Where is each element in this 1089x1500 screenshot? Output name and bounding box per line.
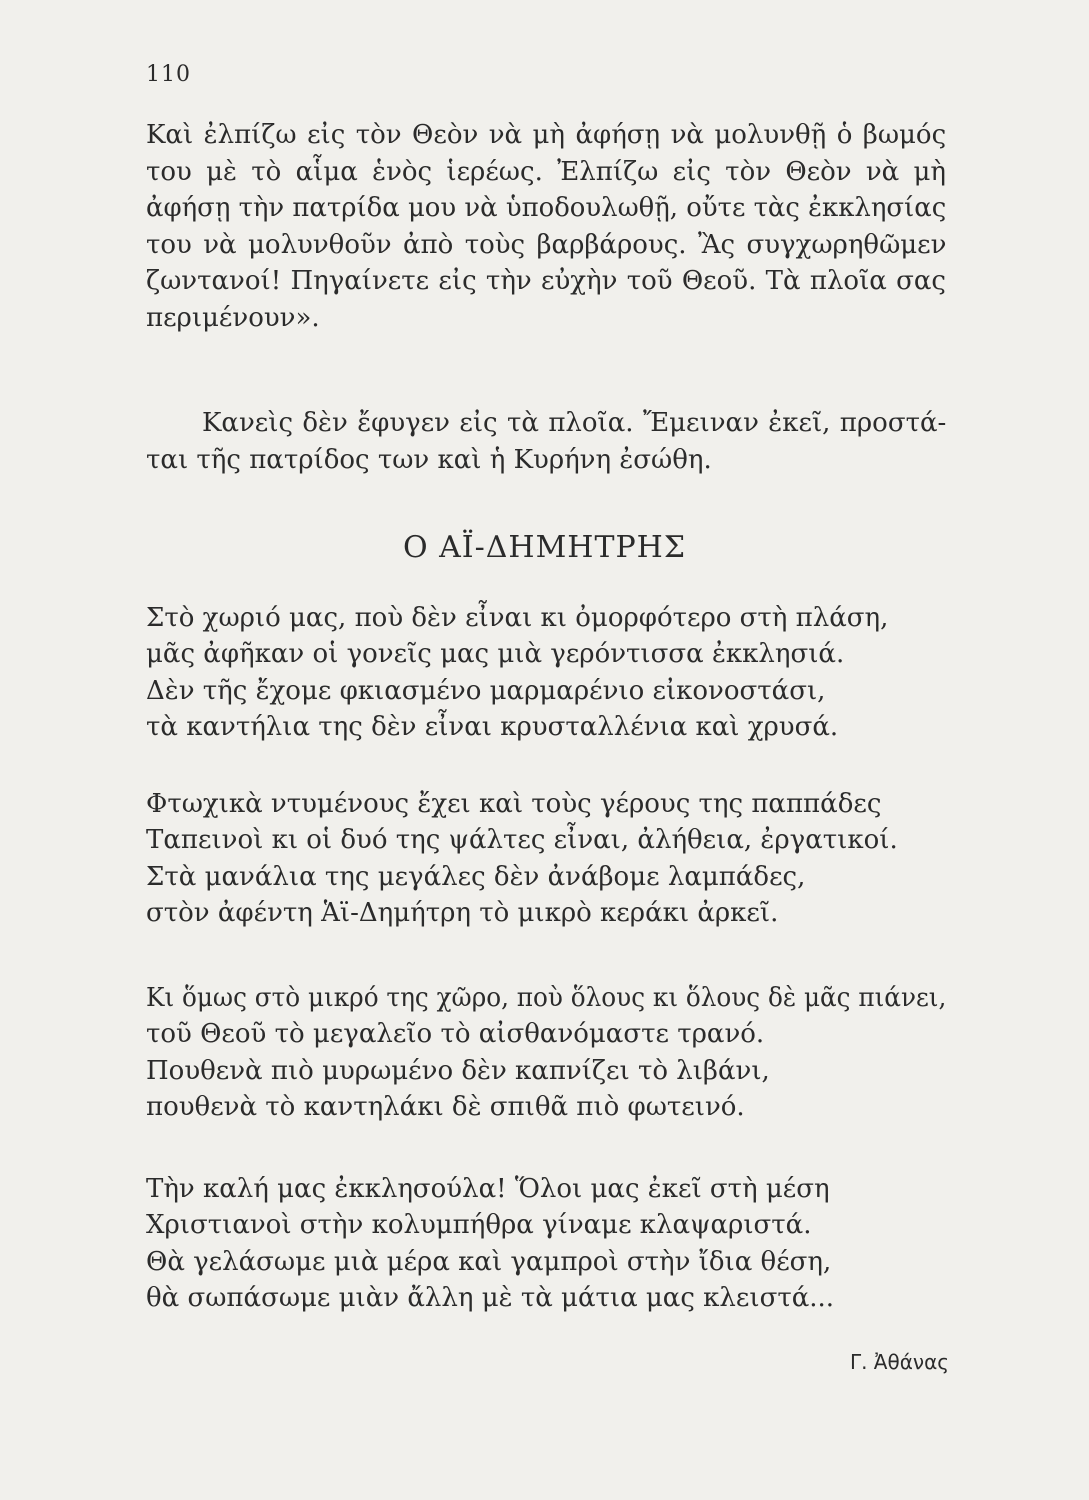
poem-line: πουθενὰ τὸ καντηλάκι δὲ σπιθᾶ πιὸ φωτεινό. (146, 1091, 745, 1122)
poem-line: Στὰ μανάλια της μεγάλες δὲν ἀνάβομε λαμπάδες, (146, 861, 806, 892)
poem-line: Χριστιανοὶ στὴν κολυμπήθρα γίναμε κλαψαριστά. (146, 1210, 812, 1241)
paragraph-1 (146, 117, 946, 336)
poem-line: τὰ καντήλια της δὲν εἶναι κρυσταλλένια καὶ χρυσά. (146, 711, 839, 742)
poem-line: Στὸ χωριό μας, ποὺ δὲν εἶναι κι ὀμορφότερο στὴ πλάση, (146, 603, 889, 633)
poem-line: Τὴν καλή μας ἐκκλησούλα! Ὅλοι μας ἐκεῖ στὴ μέση (146, 1174, 830, 1204)
poem-stanza-1 (146, 600, 946, 745)
text-line: Κανεὶς δὲν ἔφυγεν εἰς τὰ πλοῖα. Ἔμειναν ἐκεῖ, προστά- (202, 408, 947, 438)
poem-stanza-4 (146, 1171, 946, 1316)
text-line: του μὲ τὸ αἷμα ἑνὸς ἱερέως. Ἐλπίζω εἰς τὸν Θεὸν νὰ μὴ (146, 156, 946, 187)
poem-line: θὰ σωπάσωμε μιὰν ἄλλη μὲ τὰ μάτια μας κλειστά... (146, 1282, 835, 1313)
poem-line: Δὲν τῆς ἔχομε φκιασμένο μαρμαρένιο εἰκονοστάσι, (146, 675, 826, 706)
poem-title: Ο ΑΪ-ΔΗΜΗΤΡΗΣ (402, 530, 687, 565)
poem-line: τοῦ Θεοῦ τὸ μεγαλεῖο τὸ αἰσθανόμαστε τρανό. (146, 1019, 765, 1050)
poem-line: Θὰ γελάσωμε μιὰ μέρα καὶ γαμπροὶ στὴν ἴδια θέση, (146, 1246, 832, 1277)
author-signature: Γ. Ἀθάνας (849, 1350, 949, 1374)
poem-stanza-2 (146, 786, 946, 931)
poem-line: Φτωχικὰ ντυμένους ἔχει καὶ τοὺς γέρους της παππάδες (146, 789, 882, 819)
poem-line: Κι ὅμως στὸ μικρό της χῶρο, ποὺ ὅλους κι ὅλους δὲ μᾶς πιάνει, (146, 983, 947, 1013)
text-line: ται τῆς πατρίδος των καὶ ἡ Κυρήνη ἐσώθη. (146, 444, 712, 475)
text-line: Καὶ ἐλπίζω εἰς τὸν Θεὸν νὰ μὴ ἀφήσῃ νὰ μολυνθῇ ὁ βωμός (146, 120, 947, 150)
page-number: 110 (146, 62, 191, 87)
poem-line: μᾶς ἀφῆκαν οἱ γονεῖς μας μιὰ γερόντισσα ἐκκλησιά. (146, 639, 845, 670)
paragraph-2 (146, 405, 946, 478)
text-line: ἀφήσῃ τὴν πατρίδα μου νὰ ὑποδουλωθῇ, οὔτε τὰς ἐκκλησίας (146, 193, 947, 223)
text-line: του νὰ μολυνθοῦν ἀπὸ τοὺς βαρβάρους. Ἂς συγχωρηθῶμεν (146, 229, 947, 260)
poem-line: Πουθενὰ πιὸ μυρωμένο δὲν καπνίζει τὸ λιβάνι, (146, 1055, 770, 1086)
text-line: περιμένουν». (146, 302, 320, 333)
text-line: ζωντανοί! Πηγαίνετε εἰς τὴν εὐχὴν τοῦ Θεοῦ. Τὰ πλοῖα σας (146, 266, 946, 296)
poem-line: στὸν ἀφέντη Ἁϊ-Δημήτρη τὸ μικρὸ κεράκι ἀρκεῖ. (146, 897, 779, 928)
poem-line: Ταπεινοὶ κι οἱ δυό της ψάλτες εἶναι, ἀλήθεια, ἐργατικοί. (146, 825, 898, 856)
poem-stanza-3 (146, 980, 946, 1125)
